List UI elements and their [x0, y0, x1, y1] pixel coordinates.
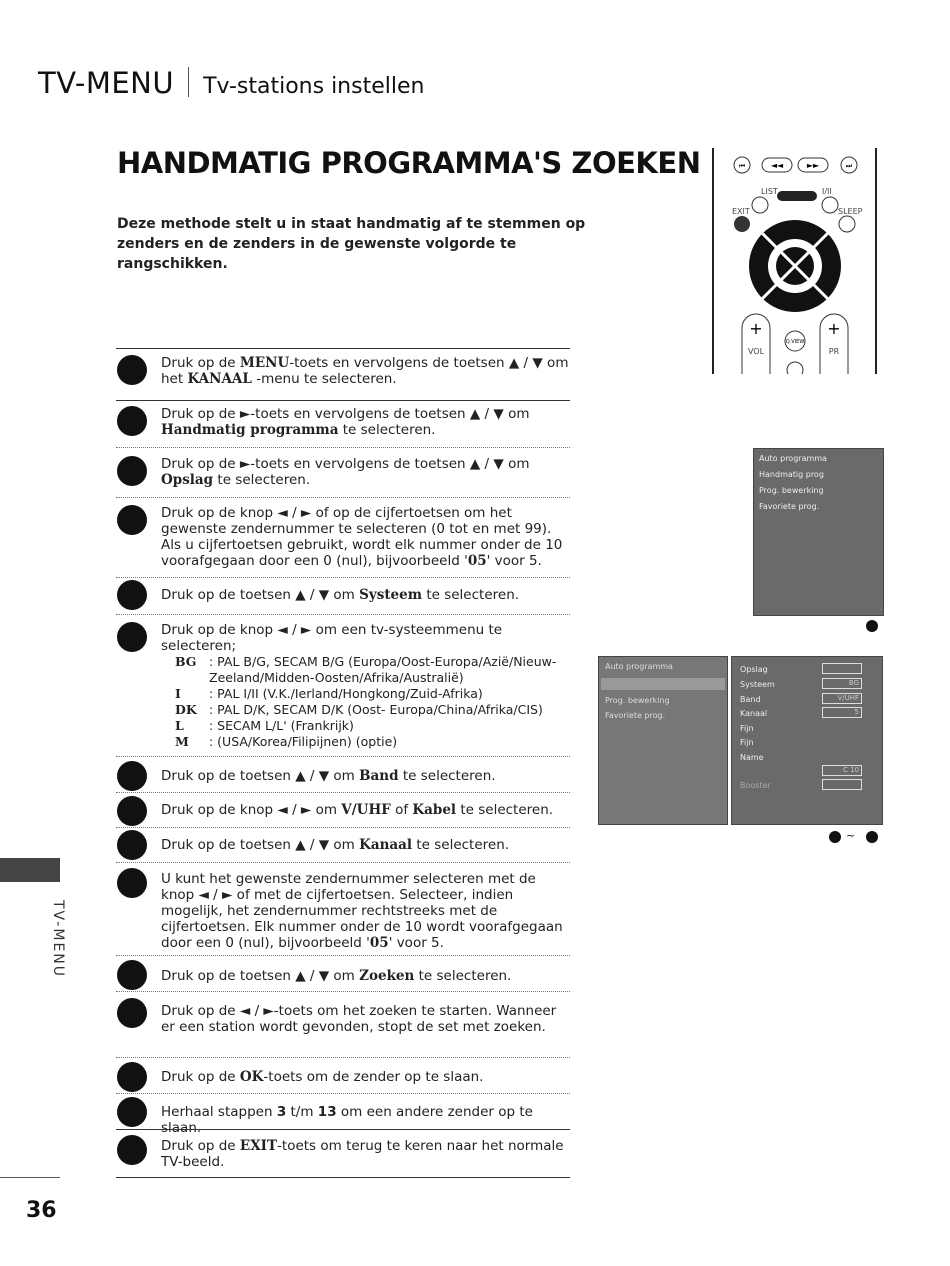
steps-top-rule: [116, 348, 570, 349]
osd-manual-menu-right: [731, 656, 883, 825]
osd-value-box: [822, 663, 862, 674]
remote-i-ii-label: I/II: [822, 187, 832, 196]
step-ref-dot: [866, 620, 878, 632]
step-9: Druk op de toetsen ▲ / ▼ om Kanaal te selecteren.: [161, 837, 510, 853]
osd-field-label: Name: [740, 753, 764, 762]
step-rule: [116, 447, 570, 448]
step-10: U kunt het gewenste zendernummer selecteren met de knop ◄ / ► of met de cijfertoetsen. Selecteer, indien mogelijk, het zendernummer rechtstreeks met de cijfertoetsen. Elk nummer onder de 10 wordt voorafgegaan door een 0 (nul), bijvoorbeeld '05' voor 5.: [161, 871, 563, 951]
step-bullet: [117, 868, 147, 898]
osd-field-label: Band: [740, 695, 761, 704]
osd-field-label: Fijn: [740, 738, 754, 747]
remote-sleep-label: SLEEP: [838, 207, 863, 216]
step-7: Druk op de toetsen ▲ / ▼ om Band te selecteren.: [161, 768, 496, 784]
step-bullet: [117, 761, 147, 791]
step-rule: [116, 955, 570, 956]
step-bullet: [117, 796, 147, 826]
step-14: Herhaal stappen 3 t/m 13 om een andere zender op te slaan.: [161, 1104, 533, 1136]
range-separator: ~: [846, 829, 856, 842]
svg-text:⏭: ⏭: [845, 162, 853, 170]
remote-exit-label: EXIT: [732, 207, 750, 216]
step-4: Druk op de knop ◄ / ► of op de cijfertoetsen om het gewenste zendernummer te selecteren (0 tot en met 99). Als u cijfertoetsen gebruikt, wordt elk nummer onder de 10 voorafgegaan door een 0 (nul), bijvoorbeeld '05' voor 5.: [161, 505, 563, 569]
osd-menu-item: Auto programma: [759, 454, 827, 463]
system-line: M : (USA/Korea/Filipijnen) (optie): [175, 734, 398, 749]
remote-pr-label: PR: [828, 347, 840, 356]
osd-value-box: C 10: [822, 765, 862, 776]
step-rule: [116, 862, 570, 863]
step-bullet: [117, 960, 147, 990]
remote-list-label: LIST: [761, 187, 778, 196]
section-header: [38, 66, 424, 100]
step-rule: [116, 1057, 570, 1058]
osd-value-box: BG: [822, 678, 862, 689]
step-rule: [116, 577, 570, 578]
step-5: Druk op de toetsen ▲ / ▼ om Systeem te selecteren.: [161, 587, 520, 603]
step-bullet: [117, 355, 147, 385]
header-divider: [188, 67, 189, 97]
osd-field-label: Booster: [740, 781, 771, 790]
step-1: Druk op de MENU-toets en vervolgens de toetsen ▲ / ▼ om het KANAAL -menu te selecteren.: [161, 355, 569, 387]
osd-menu-item: Auto programma: [605, 662, 673, 671]
osd-manual-menu-left: [598, 656, 728, 825]
remote-vol-label: VOL: [747, 347, 765, 356]
step-bullet: [117, 830, 147, 860]
step-13: Druk op de OK-toets om de zender op te slaan.: [161, 1069, 484, 1085]
step-bullet: [117, 456, 147, 486]
step-rule: [116, 1129, 570, 1130]
step-bullet: [117, 1062, 147, 1092]
side-tab-marker: [0, 858, 60, 882]
osd-selected-row: [601, 678, 725, 690]
step-11: Druk op de toetsen ▲ / ▼ om Zoeken te selecteren.: [161, 968, 512, 984]
side-section-label: TV-MENU: [50, 900, 66, 979]
step-bullet: [117, 1097, 147, 1127]
osd-menu-item: Prog. bewerking: [759, 486, 824, 495]
step-bullet: [117, 580, 147, 610]
step-bullet: [117, 406, 147, 436]
svg-text:►►: ►►: [806, 161, 820, 170]
step-bullet: [117, 998, 147, 1028]
step-ref-dot: [866, 831, 878, 843]
osd-field-label: Systeem: [740, 680, 775, 689]
step-ref-dot: [829, 831, 841, 843]
step-2: Druk op de ►-toets en vervolgens de toetsen ▲ / ▼ om Handmatig programma te selecteren.: [161, 406, 530, 438]
svg-text:⏮: ⏮: [738, 162, 746, 170]
osd-channel-menu: [753, 448, 884, 616]
remote-control-illustration: [712, 148, 878, 374]
page-number: 36: [26, 1198, 57, 1223]
step-rule: [116, 991, 570, 992]
intro-text: Deze methode stelt u in staat handmatig af te stemmen op zenders en de zenders in de gewenste volgorde te rangschikken.: [117, 216, 586, 272]
svg-text:+: +: [749, 319, 763, 338]
step-rule: [116, 400, 570, 401]
step-rule: [116, 614, 570, 615]
system-line: BG : PAL B/G, SECAM B/G (Europa/Oost-Europa/Azië/Nieuw-: [175, 654, 557, 669]
osd-value-box: [822, 779, 862, 790]
remote-qview-label: Q.VIEW: [785, 339, 805, 345]
osd-menu-item: Prog. bewerking: [605, 696, 670, 705]
step-rule: [116, 792, 570, 793]
osd-field-label: Kanaal: [740, 709, 768, 718]
osd-menu-item: Favoriete prog.: [759, 502, 820, 511]
osd-menu-item: Handmatig prog: [759, 470, 824, 479]
system-line: L : SECAM L/L' (Frankrijk): [175, 718, 354, 733]
osd-field-label: Fijn: [740, 724, 754, 733]
step-rule: [116, 1093, 570, 1094]
steps-bottom-rule: [116, 1177, 570, 1178]
section-subtitle: Tv-stations instellen: [203, 74, 425, 99]
section-title: TV-MENU: [38, 66, 175, 100]
osd-field-label: Opslag: [740, 665, 768, 674]
step-rule: [116, 497, 570, 498]
step-15: Druk op de EXIT-toets om terug te keren naar het normale TV-beeld.: [161, 1138, 564, 1170]
step-bullet: [117, 1135, 147, 1165]
svg-text:◄◄: ◄◄: [770, 161, 784, 170]
page-title: HANDMATIG PROGRAMMA'S ZOEKEN: [117, 146, 701, 180]
step-rule: [116, 756, 570, 757]
system-line: Zeeland/Midden-Oosten/Afrika/Australië): [209, 670, 464, 685]
step-3: Druk op de ►-toets en vervolgens de toetsen ▲ / ▼ om Opslag te selecteren.: [161, 456, 530, 488]
step-bullet: [117, 505, 147, 535]
system-line: I : PAL I/II (V.K./Ierland/Hongkong/Zuid-Afrika): [175, 686, 483, 701]
osd-value-box: V/UHF: [822, 693, 862, 704]
osd-value-box: 5: [822, 707, 862, 718]
osd-menu-item: Favoriete prog.: [605, 711, 666, 720]
step-bullet: [117, 622, 147, 652]
svg-text:+: +: [827, 319, 841, 338]
page-number-rule: [0, 1177, 60, 1178]
step-rule: [116, 827, 570, 828]
step-6: Druk op de knop ◄ / ► om een tv-systeemmenu te selecteren;: [161, 622, 503, 654]
step-12: Druk op de ◄ / ►-toets om het zoeken te starten. Wanneer er een station wordt gevonden, stopt de set met zoeken.: [161, 1003, 557, 1035]
system-line: DK : PAL D/K, SECAM D/K (Oost- Europa/China/Afrika/CIS): [175, 702, 543, 717]
step-8: Druk op de knop ◄ / ► om V/UHF of Kabel te selecteren.: [161, 802, 554, 818]
